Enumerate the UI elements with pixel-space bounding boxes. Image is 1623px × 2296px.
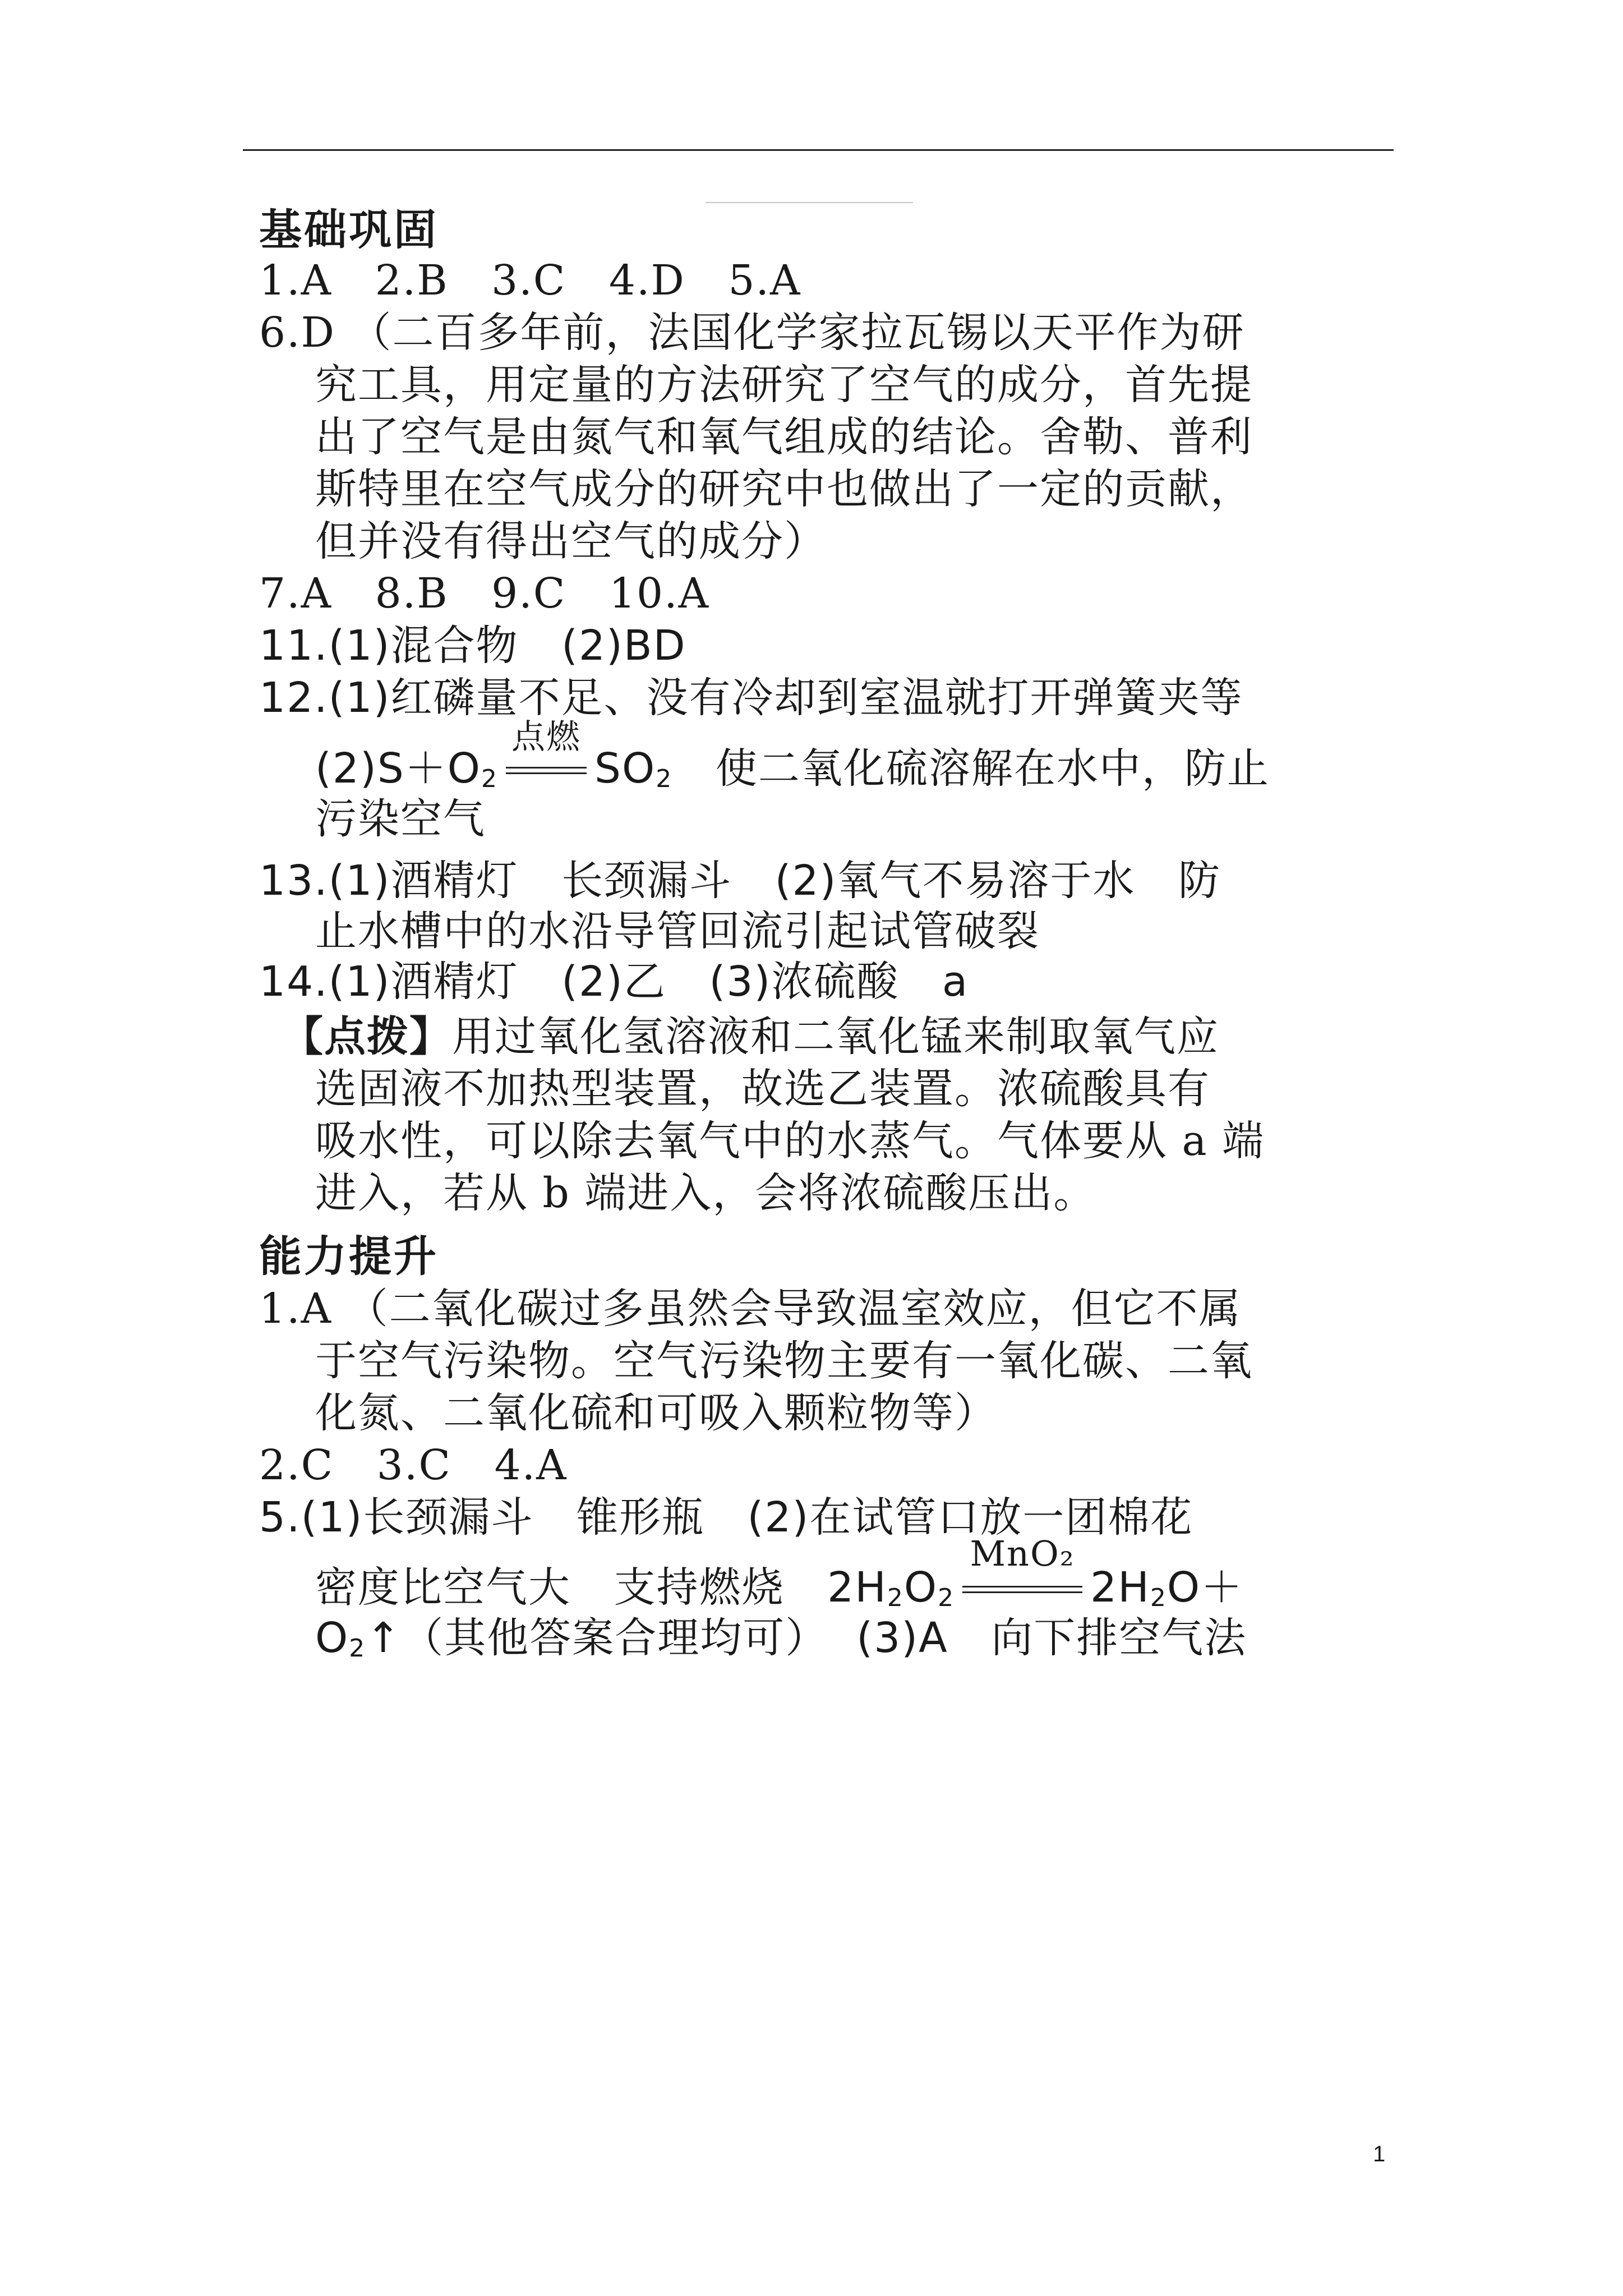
subscript: 2 — [656, 765, 673, 793]
subscript: 2 — [1150, 1584, 1167, 1612]
answer-line: 出了空气是由氮气和氧气组成的结论。舍勒、普利 — [315, 413, 1253, 461]
answer-line: 14.(1)酒精灯 (2)乙 (3)浓硫酸 a — [259, 958, 969, 1006]
answer-line: 斯特里在空气成分的研究中也做出了一定的贡献， — [315, 465, 1253, 513]
answer-line: 5.(1)长颈漏斗 锥形瓶 (2)在试管口放一团棉花 — [259, 1493, 1193, 1542]
reaction-condition: 点燃 — [511, 717, 582, 757]
equation-reactants: (2)S＋O — [315, 744, 482, 793]
equation-line: 密度比空气大 支持燃烧 $2H_2O_2$ MnO₂ $2H_2O+$ — [315, 1562, 1243, 1623]
answer-line: 究工具，用定量的方法研究了空气的成分，首先提 — [315, 361, 1253, 409]
reaction-condition: MnO₂ — [970, 1533, 1075, 1574]
answer-line: 选固液不加热型装置，故选乙装置。浓硫酸具有 — [315, 1065, 1210, 1113]
answer-line: 止水槽中的水沿导管回流引起试管破裂 — [315, 907, 1040, 955]
answer-line: 但并没有得出空气的成分） — [315, 517, 827, 565]
answer-line: 吸水性，可以除去氧气中的水蒸气。气体要从 a 端 — [315, 1117, 1265, 1165]
section-heading-basic: 基础巩固 — [259, 205, 439, 255]
reaction-arrow — [501, 717, 591, 794]
answer-line: $O_2↑$（其他答案合理均可） (3)A 向下排空气法 — [315, 1614, 1247, 1663]
answer-line: 11.(1)混合物 (2)BD — [259, 622, 686, 670]
subscript: 2 — [938, 1584, 955, 1612]
tip-label: 【点拨】 — [282, 1013, 452, 1061]
page-number: 1 — [1373, 2142, 1386, 2166]
answer-line: 污染空气 — [315, 795, 486, 843]
header-rule — [243, 149, 1394, 151]
answer-line: 13.(1)酒精灯 长颈漏斗 (2)氧气不易溶于水 防 — [259, 857, 1221, 905]
section-heading-advanced: 能力提升 — [259, 1231, 439, 1281]
equation-product: SO — [594, 744, 656, 793]
answer-line: 2.C 3.C 4.A — [259, 1441, 568, 1489]
answer-line: 进入，若从 b 端进入，会将浓硫酸压出。 — [315, 1169, 1096, 1217]
answer-line: 1.A （二氧化碳过多虽然会导致温室效应，但它不属 — [259, 1285, 1242, 1333]
subscript: 2 — [349, 1634, 366, 1663]
equation-note: 使二氧化硫溶解在水中，防止 — [672, 744, 1270, 793]
reaction-arrow — [958, 1533, 1087, 1613]
answer-line: 7.A 8.B 9.C 10.A — [259, 569, 710, 618]
answer-line: 6.D （二百多年前，法国化学家拉瓦锡以天平作为研 — [259, 309, 1245, 357]
answer-line: 于空气污染物。空气污染物主要有一氧化碳、二氧 — [315, 1337, 1253, 1385]
answer-line: 化氮、二氧化硫和可吸入颗粒物等） — [315, 1389, 997, 1437]
answer-line: 1.A 2.B 3.C 4.D 5.A — [259, 256, 801, 305]
header-sub-rule — [706, 202, 913, 203]
subscript: 2 — [887, 1584, 904, 1612]
answer-line: 12.(1)红磷量不足、没有冷却到室温就打开弹簧夹等 — [259, 674, 1243, 722]
tip-line: 【点拨】用过氧化氢溶液和二氧化锰来制取氧气应 — [282, 1013, 1219, 1061]
subscript: 2 — [481, 765, 499, 793]
